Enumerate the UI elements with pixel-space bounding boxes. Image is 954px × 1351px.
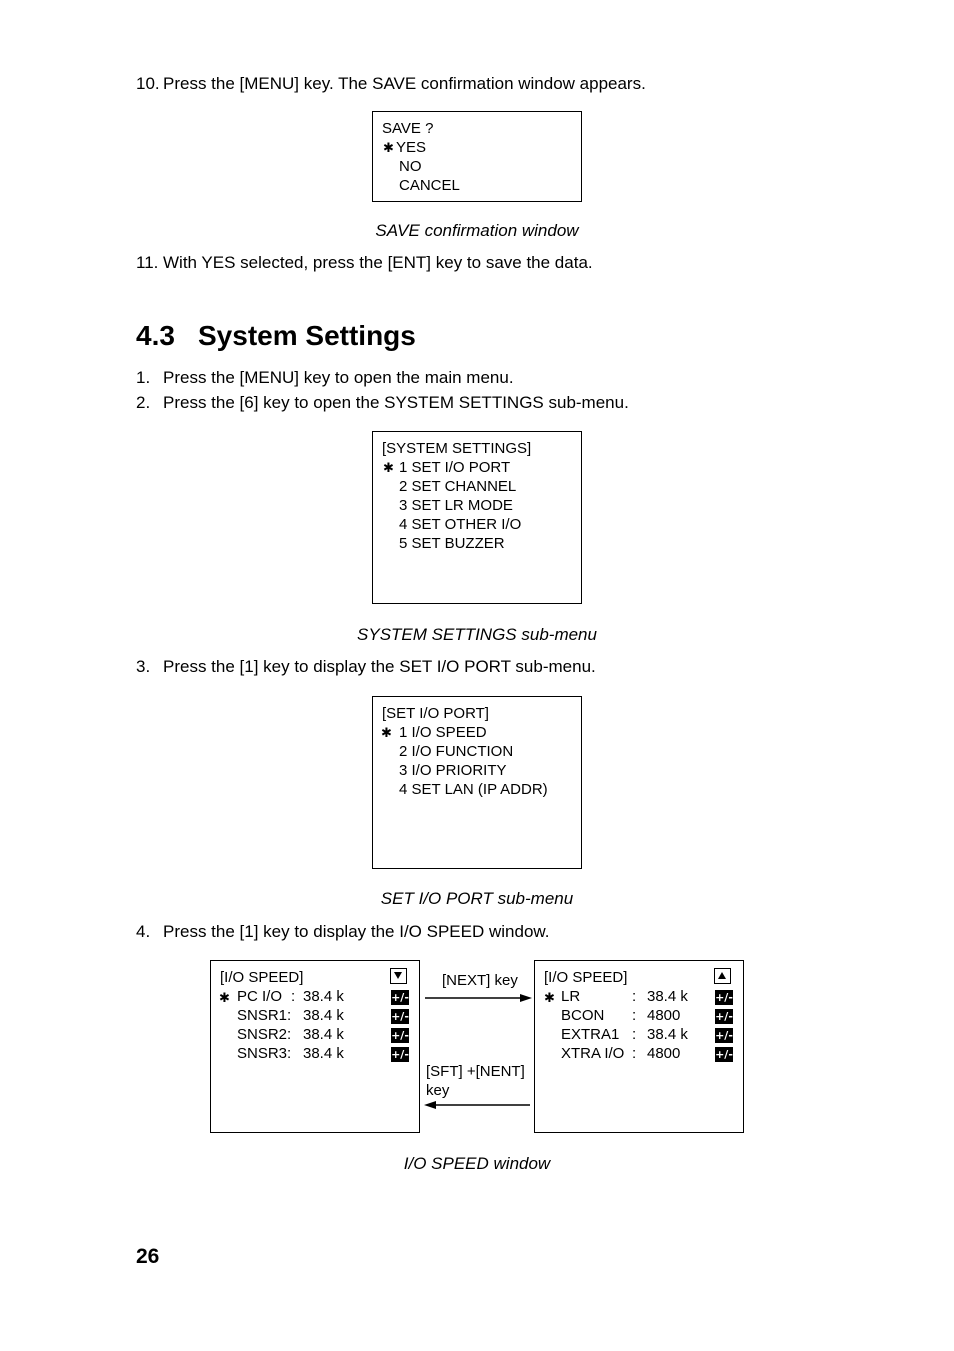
io-speed-window-page-1: [210, 960, 420, 1133]
step-1: [136, 368, 514, 388]
menu-item-set-lan[interactable]: 4 SET LAN (IP ADDR): [399, 781, 548, 798]
step-3: [136, 657, 596, 677]
menu-item-set-buzzer[interactable]: 5 SET BUZZER: [399, 535, 505, 552]
plus-minus-icon[interactable]: +/-: [391, 1048, 409, 1061]
section-heading: [136, 320, 416, 352]
io-row-value[interactable]: 38.4 k: [303, 988, 344, 1005]
step-number: 3.: [136, 657, 151, 676]
step-number: 4.: [136, 922, 151, 941]
io-row-label: SNSR3:: [237, 1045, 292, 1062]
cursor-marker-icon: ✱: [544, 990, 555, 1005]
step-number: 1.: [136, 368, 151, 387]
io-row-value[interactable]: 38.4 k: [303, 1026, 344, 1043]
plus-minus-icon[interactable]: +/-: [715, 1048, 733, 1061]
cursor-marker-icon: ✱: [383, 140, 394, 155]
menu-item-io-function[interactable]: 2 I/O FUNCTION: [399, 743, 514, 760]
next-key-label: [NEXT] key: [442, 972, 518, 989]
io-row-separator: :: [632, 1026, 637, 1043]
plus-minus-icon[interactable]: +/-: [715, 1029, 733, 1042]
step-11: [136, 253, 593, 273]
plus-minus-icon[interactable]: +/-: [715, 1010, 733, 1023]
step-text: Press the [MENU] key to open the main menu.: [163, 368, 514, 387]
step-text: Press the [MENU] key. The SAVE confirmation window appears.: [163, 74, 646, 93]
io-row-value[interactable]: 38.4 k: [303, 1007, 344, 1024]
io-row-value[interactable]: 4800: [647, 1007, 681, 1024]
cursor-marker-icon: ✱: [381, 725, 392, 740]
window-title: [SYSTEM SETTINGS]: [382, 440, 532, 457]
step-number: 11.: [136, 253, 159, 272]
io-row-label: XTRA I/O: [561, 1045, 625, 1062]
step-text: With YES selected, press the [ENT] key to save the data.: [163, 253, 593, 272]
io-row-separator: :: [291, 988, 296, 1005]
step-text: Press the [1] key to display the SET I/O PORT sub-menu.: [163, 657, 596, 676]
page-number: 26: [136, 1245, 160, 1268]
window-title: SAVE ?: [382, 120, 434, 137]
io-row-label: EXTRA1: [561, 1026, 620, 1043]
step-text: Press the [6] key to open the SYSTEM SETTINGS sub-menu.: [163, 393, 629, 412]
menu-item-set-channel[interactable]: 2 SET CHANNEL: [399, 478, 517, 495]
system-settings-window: [372, 431, 582, 604]
plus-minus-icon[interactable]: +/-: [391, 1010, 409, 1023]
step-number: 2.: [136, 393, 151, 412]
io-row-separator: :: [632, 1045, 637, 1062]
cursor-marker-icon: ✱: [219, 990, 230, 1005]
plus-minus-icon[interactable]: +/-: [391, 1029, 409, 1042]
plus-minus-icon[interactable]: +/-: [715, 991, 733, 1004]
set-io-port-window: [372, 696, 582, 869]
io-row-label: SNSR2:: [237, 1026, 292, 1043]
menu-item-io-priority[interactable]: 3 I/O PRIORITY: [399, 762, 507, 779]
step-text: Press the [1] key to display the I/O SPEED window.: [163, 922, 550, 941]
io-row-label: LR: [561, 988, 581, 1005]
menu-item-no[interactable]: NO: [399, 158, 422, 175]
plus-minus-icon[interactable]: +/-: [391, 991, 409, 1004]
io-row-label: BCON: [561, 1007, 605, 1024]
scroll-up-icon[interactable]: [714, 968, 731, 984]
save-confirmation-window: [372, 111, 582, 202]
io-speed-window-page-2: [534, 960, 744, 1133]
window-title: [I/O SPEED]: [544, 969, 628, 986]
menu-item-set-lr-mode[interactable]: 3 SET LR MODE: [399, 497, 513, 514]
io-row-value[interactable]: 38.4 k: [647, 988, 688, 1005]
menu-item-set-other-io[interactable]: 4 SET OTHER I/O: [399, 516, 522, 533]
io-row-value[interactable]: 4800: [647, 1045, 681, 1062]
section-title: System Settings: [198, 320, 416, 351]
figure-caption: I/O SPEED window: [403, 1154, 551, 1173]
step-2: [136, 393, 629, 413]
menu-item-set-io-port[interactable]: 1 SET I/O PORT: [399, 459, 511, 476]
io-row-value[interactable]: 38.4 k: [303, 1045, 344, 1062]
io-row-label: SNSR1:: [237, 1007, 292, 1024]
step-number: 10.: [136, 74, 160, 93]
figure-caption: SET I/O PORT sub-menu: [380, 889, 574, 908]
step-4: [136, 922, 549, 942]
window-title: [SET I/O PORT]: [382, 705, 489, 722]
io-row-separator: :: [632, 1007, 637, 1024]
step-10: [136, 74, 646, 94]
scroll-down-icon[interactable]: [390, 968, 407, 984]
figure-caption: SAVE confirmation window: [375, 221, 579, 240]
sft-nent-key-label-cont: key: [426, 1082, 450, 1099]
sft-nent-key-label: [SFT] +[NENT]: [426, 1063, 525, 1080]
section-number: 4.3: [136, 320, 175, 351]
menu-item-io-speed[interactable]: 1 I/O SPEED: [399, 724, 487, 741]
io-row-value[interactable]: 38.4 k: [647, 1026, 688, 1043]
io-row-separator: :: [632, 988, 637, 1005]
figure-caption: SYSTEM SETTINGS sub-menu: [357, 625, 597, 644]
cursor-marker-icon: ✱: [383, 460, 394, 475]
menu-item-yes[interactable]: YES: [396, 139, 427, 156]
menu-item-cancel[interactable]: CANCEL: [399, 177, 460, 194]
window-title: [I/O SPEED]: [220, 969, 304, 986]
io-row-label: PC I/O: [237, 988, 283, 1005]
